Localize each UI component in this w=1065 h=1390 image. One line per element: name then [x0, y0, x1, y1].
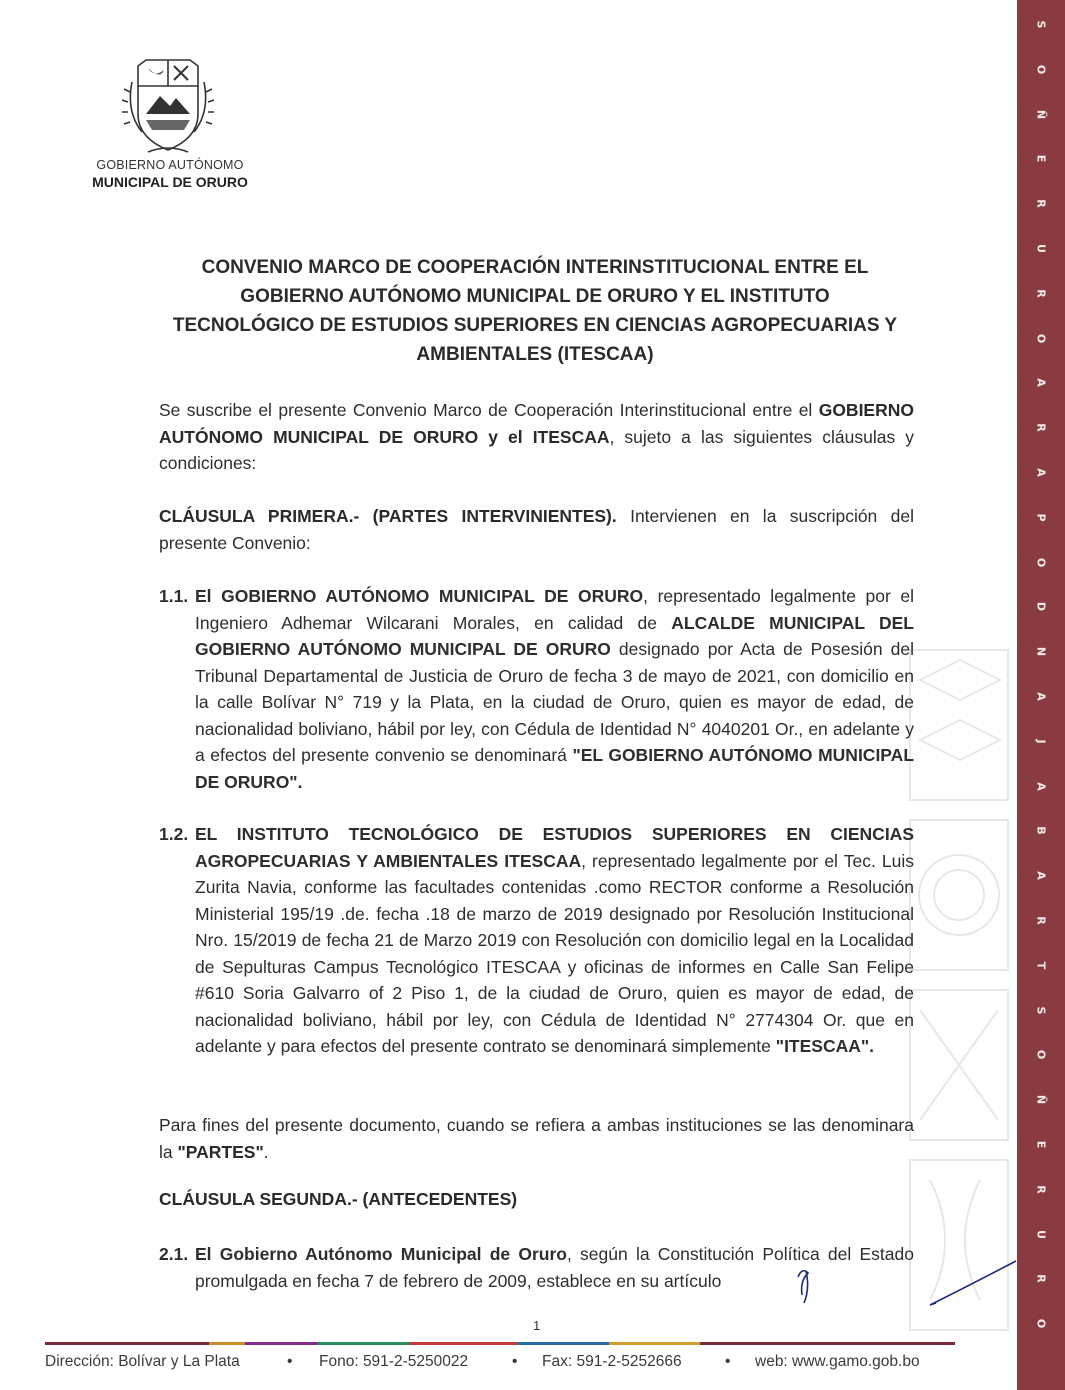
title-line: CONVENIO MARCO DE COOPERACIÓN INTERINSTITUCIONAL ENTRE EL — [201, 257, 869, 278]
item-bold: "EL GOBIERNO AUTÓNOMO MUNICIPAL DE ORURO". — [195, 745, 915, 792]
side-band-letter: R — [1034, 289, 1048, 298]
side-band-letter: A — [1034, 781, 1048, 791]
item-plain: , representado legalmente por el Ingeniero Adhemar Wilcarani Morales, en calidad de — [195, 586, 915, 633]
watermark-pattern — [900, 640, 1018, 1340]
intro-paragraph — [159, 397, 914, 477]
item-bold: "ITESCAA". — [775, 1036, 875, 1056]
document-title — [150, 253, 920, 369]
item-text — [195, 821, 914, 1060]
item-plain: , según la Constitución Política del Estado promulgada en fecha 7 de febrero de 2009, establece en su artículo — [195, 1244, 914, 1291]
side-band-letter: R — [1034, 423, 1048, 432]
clause-primera-text: Intervienen en la suscripción del presente Convenio: — [159, 506, 914, 553]
footer-color-rule — [45, 1342, 955, 1345]
page-number: 1 — [533, 1318, 541, 1333]
item-bold: El GOBIERNO AUTÓNOMO MUNICIPAL DE ORURO — [195, 586, 644, 606]
side-band-letter: P — [1034, 513, 1048, 522]
side-band-letter: E — [1034, 1140, 1048, 1149]
clause-primera-paragraph — [159, 503, 914, 556]
item-1-1 — [159, 583, 914, 795]
org-name-line2: MUNICIPAL DE ORURO — [92, 174, 248, 190]
parties-bold: "PARTES" — [177, 1141, 264, 1162]
side-band-letter: O — [1034, 557, 1048, 567]
item-number: 2.1. — [159, 1244, 189, 1264]
footer-bullet: • — [725, 1353, 731, 1370]
footer-fax: Fax: 591-2-5252666 — [542, 1353, 682, 1370]
side-band-letter: Ñ — [1034, 1095, 1048, 1105]
parties-text: . — [263, 1141, 269, 1162]
parties-paragraph — [159, 1112, 914, 1165]
handwritten-signature — [780, 1255, 1020, 1335]
footer-address: Dirección: Bolívar y La Plata — [45, 1353, 240, 1370]
item-plain: designado por Acta de Posesión del Tribunal Departamental de Justicia de Oruro de fecha 3 de mayo de 2021, con domicilio en la calle Bolívar N° 719 y la Plata, en la ciudad de Oruro, quien es mayor de edad, de nacionalidad boliviano, hábil por ley, con Cédula de Identidad N° 4040201 Or., en adelante y a efectos del presente convenio se denominará — [195, 639, 915, 765]
item-number: 1.1. — [159, 586, 189, 606]
side-band-letter: R — [1034, 916, 1048, 925]
title-line: TECNOLÓGICO DE ESTUDIOS SUPERIORES EN CIENCIAS AGROPECUARIAS Y — [172, 315, 898, 336]
side-band-letter: T — [1034, 961, 1048, 970]
item-bold: El Gobierno Autónomo Municipal de Oruro — [195, 1244, 567, 1264]
org-name-line1: GOBIERNO AUTÓNOMO — [96, 158, 244, 172]
item-bold: EL INSTITUTO TECNOLÓGICO DE ESTUDIOS SUPERIORES EN CIENCIAS AGROPECUARIAS Y AMBIENTALES ITESCAA — [195, 824, 914, 871]
intro-text: Se suscribe el presente Convenio Marco de Cooperación Interinstitucional entre el — [159, 400, 819, 420]
footer-web: web: www.gamo.gob.bo — [755, 1353, 920, 1370]
item-1-2 — [159, 821, 914, 1060]
side-band-letter: R — [1034, 1274, 1048, 1284]
side-band-letter: D — [1034, 602, 1048, 612]
item-bold: ALCALDE MUNICIPAL DEL GOBIERNO AUTÓNOMO MUNICIPAL DE ORURO — [195, 612, 915, 659]
side-band-letter: O — [1034, 64, 1048, 74]
intro-text: , sujeto a las siguientes cláusulas y condiciones: — [159, 426, 914, 473]
side-band-text — [1017, 0, 1065, 1390]
side-band-letter: Ñ — [1034, 109, 1048, 119]
side-band-letter: A — [1034, 378, 1048, 388]
item-plain: , representado legalmente por el Tec. Luis Zurita Navia, conforme las facultades contenidas .como RECTOR conforme a Resolución Ministerial 195/19 .de. fecha .18 de marzo de 2019 designado por Resolución Institucional Nro. 15/2019 de fecha 21 de Marzo 2019 con Resolución con domicilio legal en la Localidad de Sepulturas Campus Tecnológico ITESCAA y oficinas de informes en Calle San Felipe #610 Soria Galvarro of 2 Piso 1, de la ciudad de Oruro, quien es mayor de edad, de nacionalidad boliviano, hábil por ley, con Cédula de Identidad N° 2774304 Or. que en adelante y para efectos del presente contrato se denominará simplemente — [195, 850, 914, 1056]
side-band-letter: R — [1034, 199, 1048, 208]
side-band-letter: A — [1034, 871, 1048, 880]
title-line: AMBIENTALES (ITESCAA) — [416, 344, 654, 365]
side-band-letter: U — [1034, 244, 1048, 253]
item-text — [195, 583, 914, 795]
item-number: 1.2. — [159, 824, 189, 844]
side-band-letter: O — [1034, 1319, 1048, 1329]
side-band-letter: E — [1034, 155, 1048, 163]
side-band-letter: O — [1034, 1050, 1048, 1060]
side-band-letter: N — [1034, 647, 1048, 657]
side-band-letter: A — [1034, 692, 1048, 701]
clause-primera-heading: CLÁUSULA PRIMERA.- (PARTES INTERVINIENTES). — [159, 506, 617, 526]
side-band-letter: R — [1034, 1185, 1048, 1194]
side-band-letter: B — [1034, 826, 1048, 836]
footer — [45, 1353, 960, 1375]
footer-bullet: • — [512, 1353, 518, 1370]
side-band-letter: S — [1034, 1006, 1048, 1015]
side-band-letter: J — [1034, 739, 1048, 744]
side-band — [1017, 0, 1065, 1390]
parties-text: Para fines del presente documento, cuando se refiera a ambas instituciones se las denominara la — [159, 1115, 914, 1162]
side-band-letter: O — [1034, 333, 1048, 343]
title-line: GOBIERNO AUTÓNOMO MUNICIPAL DE ORURO Y EL INSTITUTO — [240, 286, 830, 307]
clause-segunda-heading: CLÁUSULA SEGUNDA.- (ANTECEDENTES) — [159, 1189, 518, 1209]
side-band-letter: A — [1034, 468, 1048, 477]
footer-phone: Fono: 591-2-5250022 — [319, 1353, 469, 1370]
intro-bold: GOBIERNO AUTÓNOMO MUNICIPAL DE ORURO y el ITESCAA — [159, 400, 914, 447]
municipal-coat-of-arms-logo — [118, 52, 218, 160]
side-band-letter: S — [1034, 20, 1048, 29]
side-band-letter: U — [1034, 1229, 1048, 1239]
footer-bullet: • — [287, 1353, 293, 1370]
